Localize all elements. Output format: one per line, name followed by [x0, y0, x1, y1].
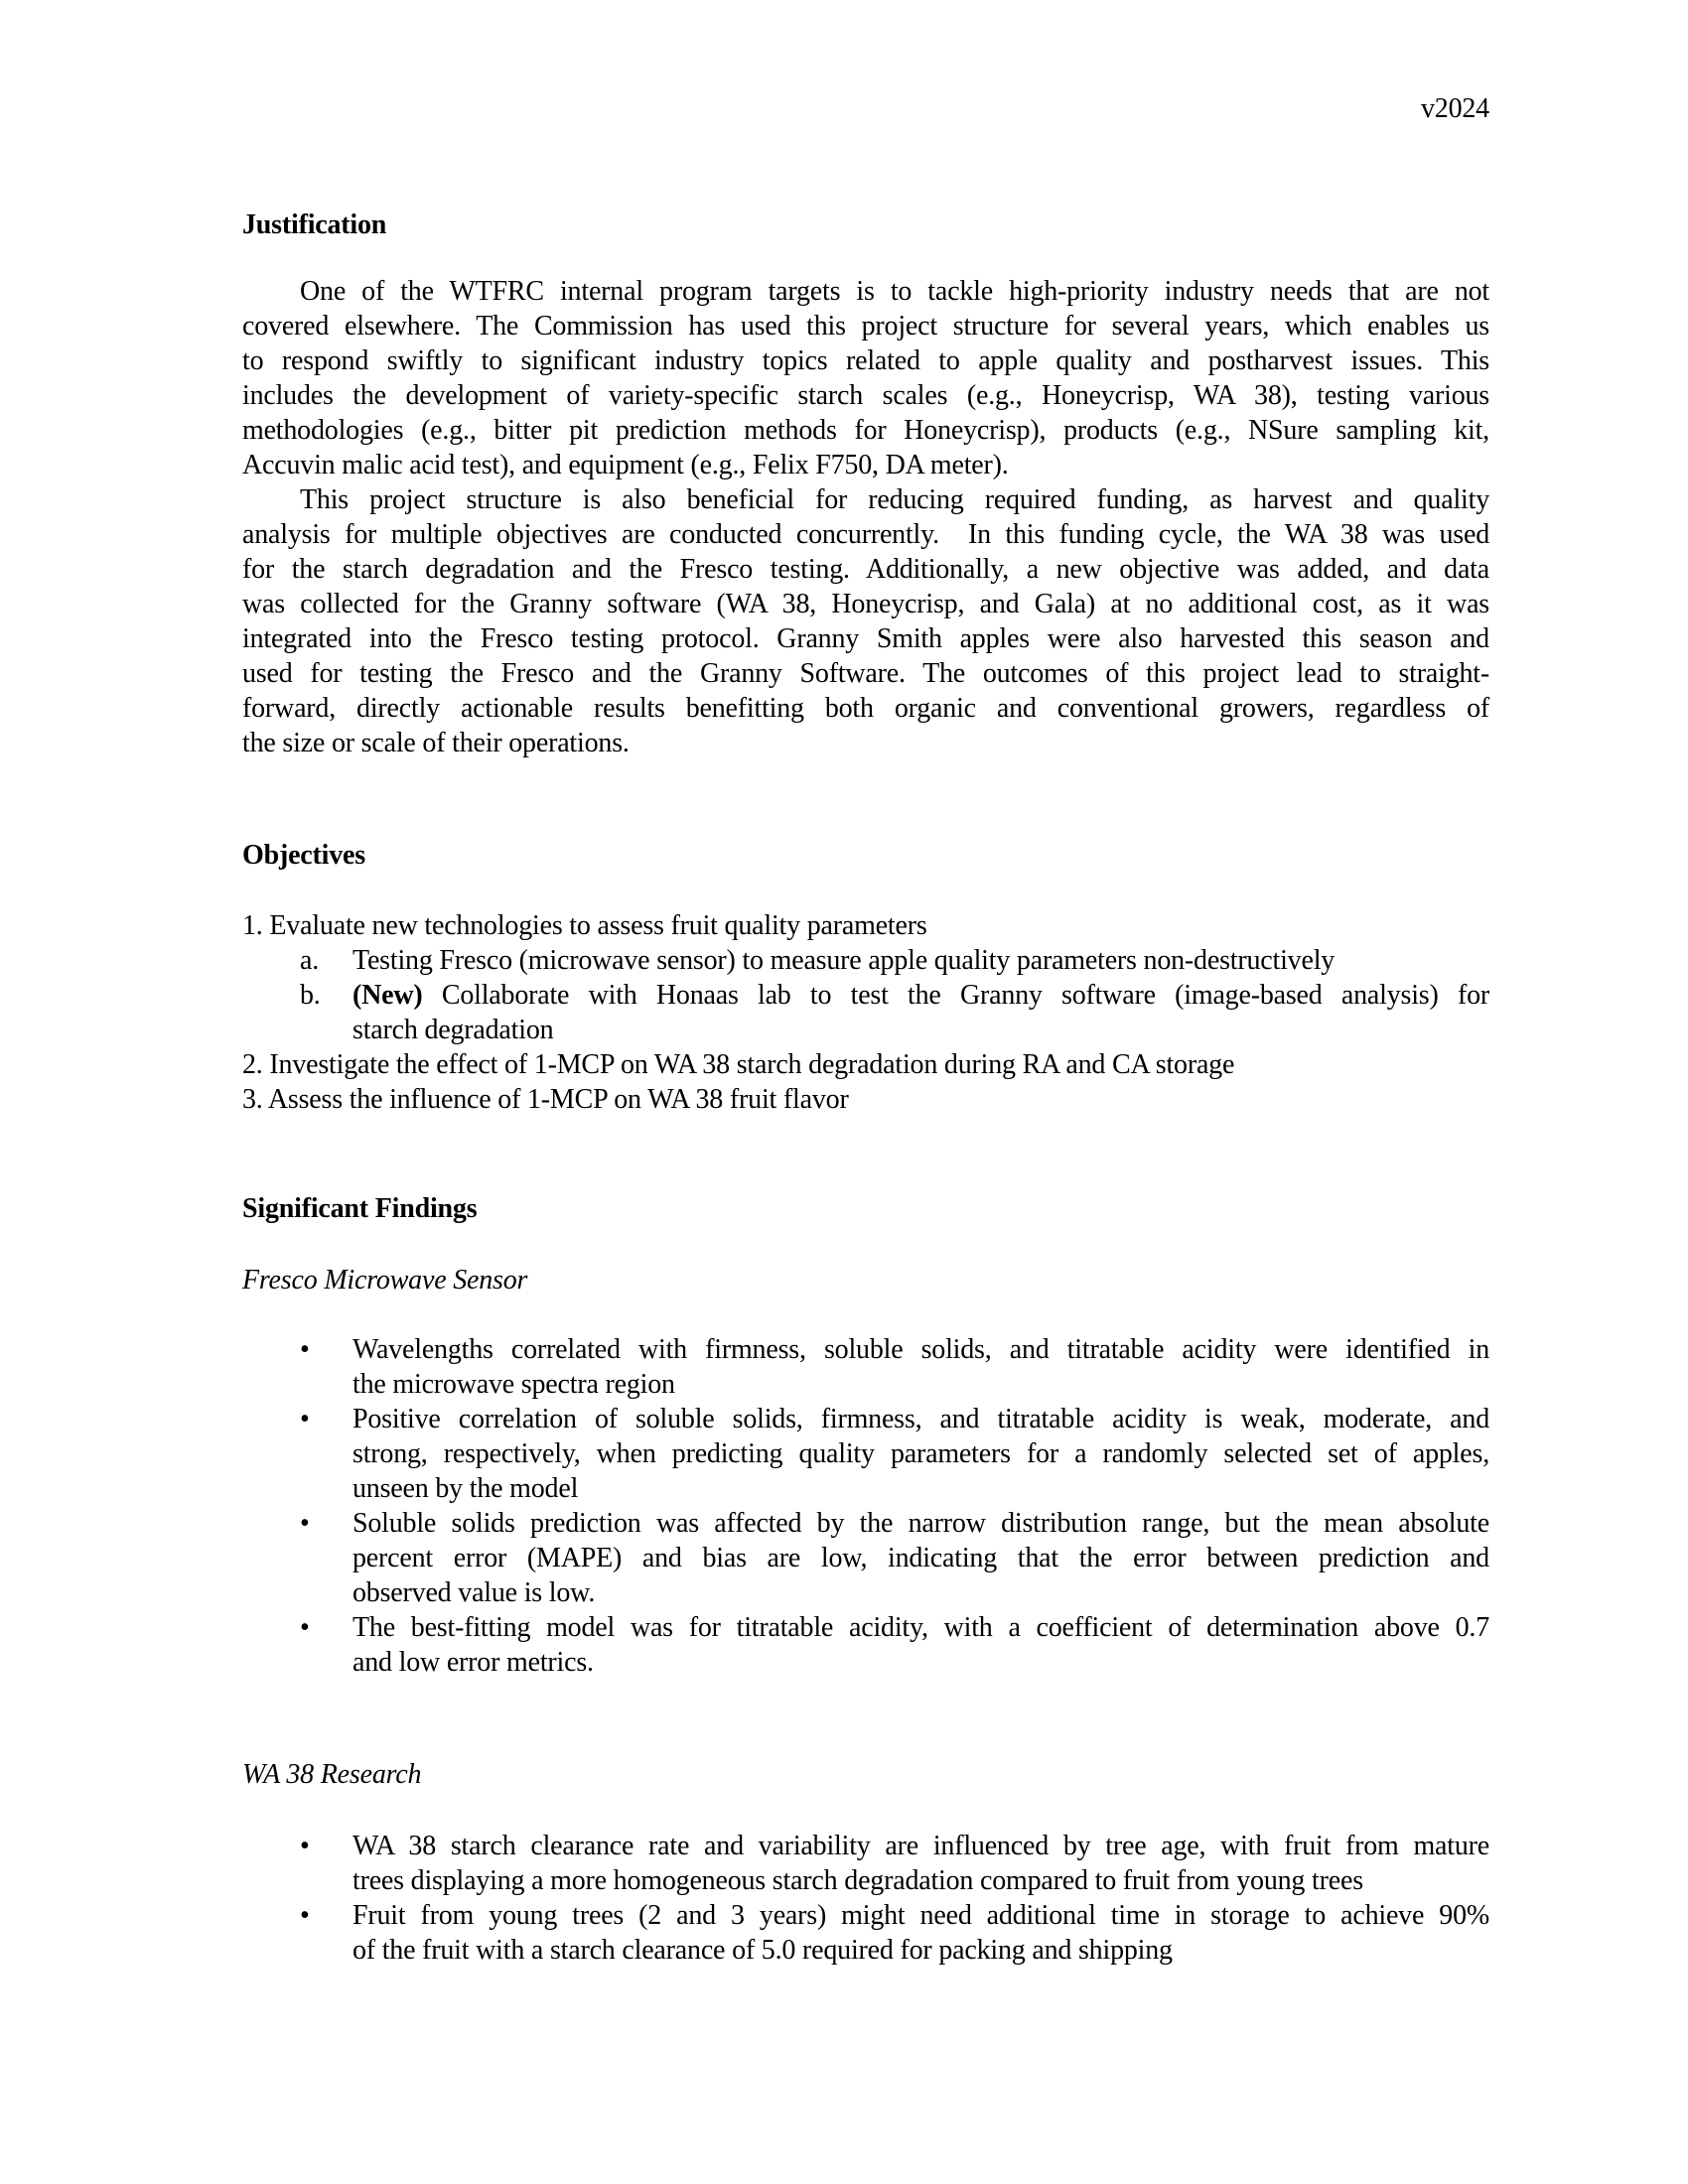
text-line — [242, 1471, 1489, 1506]
text-run: Testing Fresco (microwave sensor) to measure apple quality parameters non-destructively — [352, 945, 1336, 976]
text-line — [242, 908, 1489, 943]
text-line — [242, 1332, 1489, 1367]
text-run: Collaborate with Honaas lab to test the Granny software (image-based analysis) for — [422, 980, 1489, 1011]
text-run: The best-fitting model was for titratable acidity, with a coefficient of determination above 0.7 — [352, 1612, 1489, 1643]
bullet-icon: • — [300, 1508, 310, 1539]
objectives-list — [242, 908, 1489, 1117]
list-marker: b. — [300, 980, 321, 1011]
text-line — [242, 587, 1489, 621]
text-run: One of the WTFRC internal program targets is to tackle high-priority industry needs that are not — [300, 276, 1489, 307]
text-line — [242, 1829, 1489, 1863]
text-line — [242, 1402, 1489, 1436]
text-line — [242, 343, 1489, 378]
text-line — [242, 482, 1489, 517]
text-run: Wavelengths correlated with firmness, soluble solids, and titratable acidity were identified in — [352, 1334, 1489, 1365]
text-run: includes the development of variety-specific starch scales (e.g., Honeycrisp, WA 38), testing various — [242, 380, 1489, 411]
text-line — [242, 274, 1489, 309]
text-run: starch degradation — [352, 1015, 554, 1045]
page-content — [242, 0, 1489, 1968]
text-line — [242, 517, 1489, 552]
text-run: 2. Investigate the effect of 1-MCP on WA 38 starch degradation during RA and CA storage — [242, 1049, 1235, 1080]
text-line — [242, 1013, 1489, 1047]
wa38-bullets — [242, 1829, 1489, 1968]
text-line — [242, 448, 1489, 482]
text-run: the microwave spectra region — [352, 1369, 675, 1400]
bullet-icon: • — [300, 1334, 310, 1365]
objectives-heading: Objectives — [242, 840, 365, 871]
text-run: strong, respectively, when predicting quality parameters for a randomly selected set of apples, — [352, 1438, 1489, 1469]
text-line — [242, 1506, 1489, 1541]
list-marker: a. — [300, 945, 320, 976]
version-label: v2024 — [1420, 93, 1489, 124]
bullet-icon: • — [300, 1831, 310, 1861]
text-line — [242, 552, 1489, 587]
bullet-icon: • — [300, 1900, 310, 1931]
text-run: Fruit from young trees (2 and 3 years) might need additional time in storage to achieve 90% — [352, 1900, 1489, 1931]
text-run: Accuvin malic acid test), and equipment (e.g., Felix F750, DA meter). — [242, 450, 1009, 480]
text-run: analysis for multiple objectives are conducted concurrently. In this funding cycle, the WA 38 was used — [242, 519, 1489, 550]
text-run: to respond swiftly to significant industry topics related to apple quality and postharvest issues. This — [242, 345, 1489, 376]
paragraph — [242, 482, 1489, 760]
wa38-subheading: WA 38 Research — [242, 1759, 422, 1790]
text-line — [242, 413, 1489, 448]
text-run: was collected for the Granny software (WA 38, Honeycrisp, and Gala) at no additional cost, as it was — [242, 589, 1489, 619]
bullet-item — [242, 1402, 1489, 1506]
text-run: integrated into the Fresco testing protocol. Granny Smith apples were also harvested this season and — [242, 623, 1489, 654]
text-run: for the starch degradation and the Fresco testing. Additionally, a new objective was added, and data — [242, 554, 1489, 585]
text-line — [242, 1645, 1489, 1680]
text-line — [242, 691, 1489, 726]
bold-text-run: (New) — [352, 980, 423, 1011]
text-run: 1. Evaluate new technologies to assess fruit quality parameters — [242, 910, 927, 941]
text-line — [242, 1082, 1489, 1117]
text-line — [242, 726, 1489, 760]
text-line — [242, 1541, 1489, 1575]
text-line — [242, 656, 1489, 691]
bullet-item — [242, 1898, 1489, 1968]
text-run: used for testing the Fresco and the Granny Software. The outcomes of this project lead to straight- — [242, 658, 1489, 689]
text-run: covered elsewhere. The Commission has used this project structure for several years, which enables us — [242, 311, 1489, 341]
list-item — [242, 908, 1489, 943]
bullet-item — [242, 1506, 1489, 1610]
text-line — [242, 1898, 1489, 1933]
text-line — [242, 1047, 1489, 1082]
bullet-item — [242, 1610, 1489, 1680]
text-run: percent error (MAPE) and bias are low, indicating that the error between prediction and — [352, 1543, 1489, 1573]
bullet-icon: • — [300, 1404, 310, 1434]
text-run: trees displaying a more homogeneous starch degradation compared to fruit from young trees — [352, 1865, 1363, 1896]
text-line — [242, 1575, 1489, 1610]
text-line — [242, 621, 1489, 656]
text-run: This project structure is also beneficial for reducing required funding, as harvest and quality — [300, 484, 1489, 515]
fresco-bullets — [242, 1332, 1489, 1680]
text-line — [242, 943, 1489, 978]
text-run: Positive correlation of soluble solids, firmness, and titratable acidity is weak, moderate, and — [352, 1404, 1489, 1434]
list-item — [242, 1082, 1489, 1117]
text-run: methodologies (e.g., bitter pit prediction methods for Honeycrisp), products (e.g., NSure sampling kit, — [242, 415, 1489, 446]
text-run: and low error metrics. — [352, 1647, 594, 1678]
text-line — [242, 1436, 1489, 1471]
paragraph — [242, 274, 1489, 482]
text-run: Soluble solids prediction was affected by the narrow distribution range, but the mean absolute — [352, 1508, 1489, 1539]
text-line — [242, 1933, 1489, 1968]
text-line — [242, 1367, 1489, 1402]
fresco-subheading: Fresco Microwave Sensor — [242, 1265, 528, 1296]
bullet-item — [242, 1829, 1489, 1898]
justification-paragraphs — [242, 274, 1489, 760]
findings-heading: Significant Findings — [242, 1193, 478, 1224]
text-run: the size or scale of their operations. — [242, 728, 630, 758]
text-line — [242, 978, 1489, 1013]
list-item — [242, 1047, 1489, 1082]
text-run: observed value is low. — [352, 1577, 596, 1608]
text-run: forward, directly actionable results benefitting both organic and conventional growers, regardless of — [242, 693, 1489, 724]
justification-heading: Justification — [242, 209, 387, 240]
text-line — [242, 1863, 1489, 1898]
text-run: 3. Assess the influence of 1-MCP on WA 38 fruit flavor — [242, 1084, 849, 1115]
text-line — [242, 309, 1489, 343]
text-run: WA 38 starch clearance rate and variability are influenced by tree age, with fruit from mature — [352, 1831, 1489, 1861]
text-run: of the fruit with a starch clearance of 5.0 required for packing and shipping — [352, 1935, 1173, 1966]
text-line — [242, 1610, 1489, 1645]
text-run: unseen by the model — [352, 1473, 579, 1504]
bullet-icon: • — [300, 1612, 310, 1643]
bullet-item — [242, 1332, 1489, 1402]
list-item — [242, 978, 1489, 1047]
list-item — [242, 943, 1489, 978]
text-line — [242, 378, 1489, 413]
